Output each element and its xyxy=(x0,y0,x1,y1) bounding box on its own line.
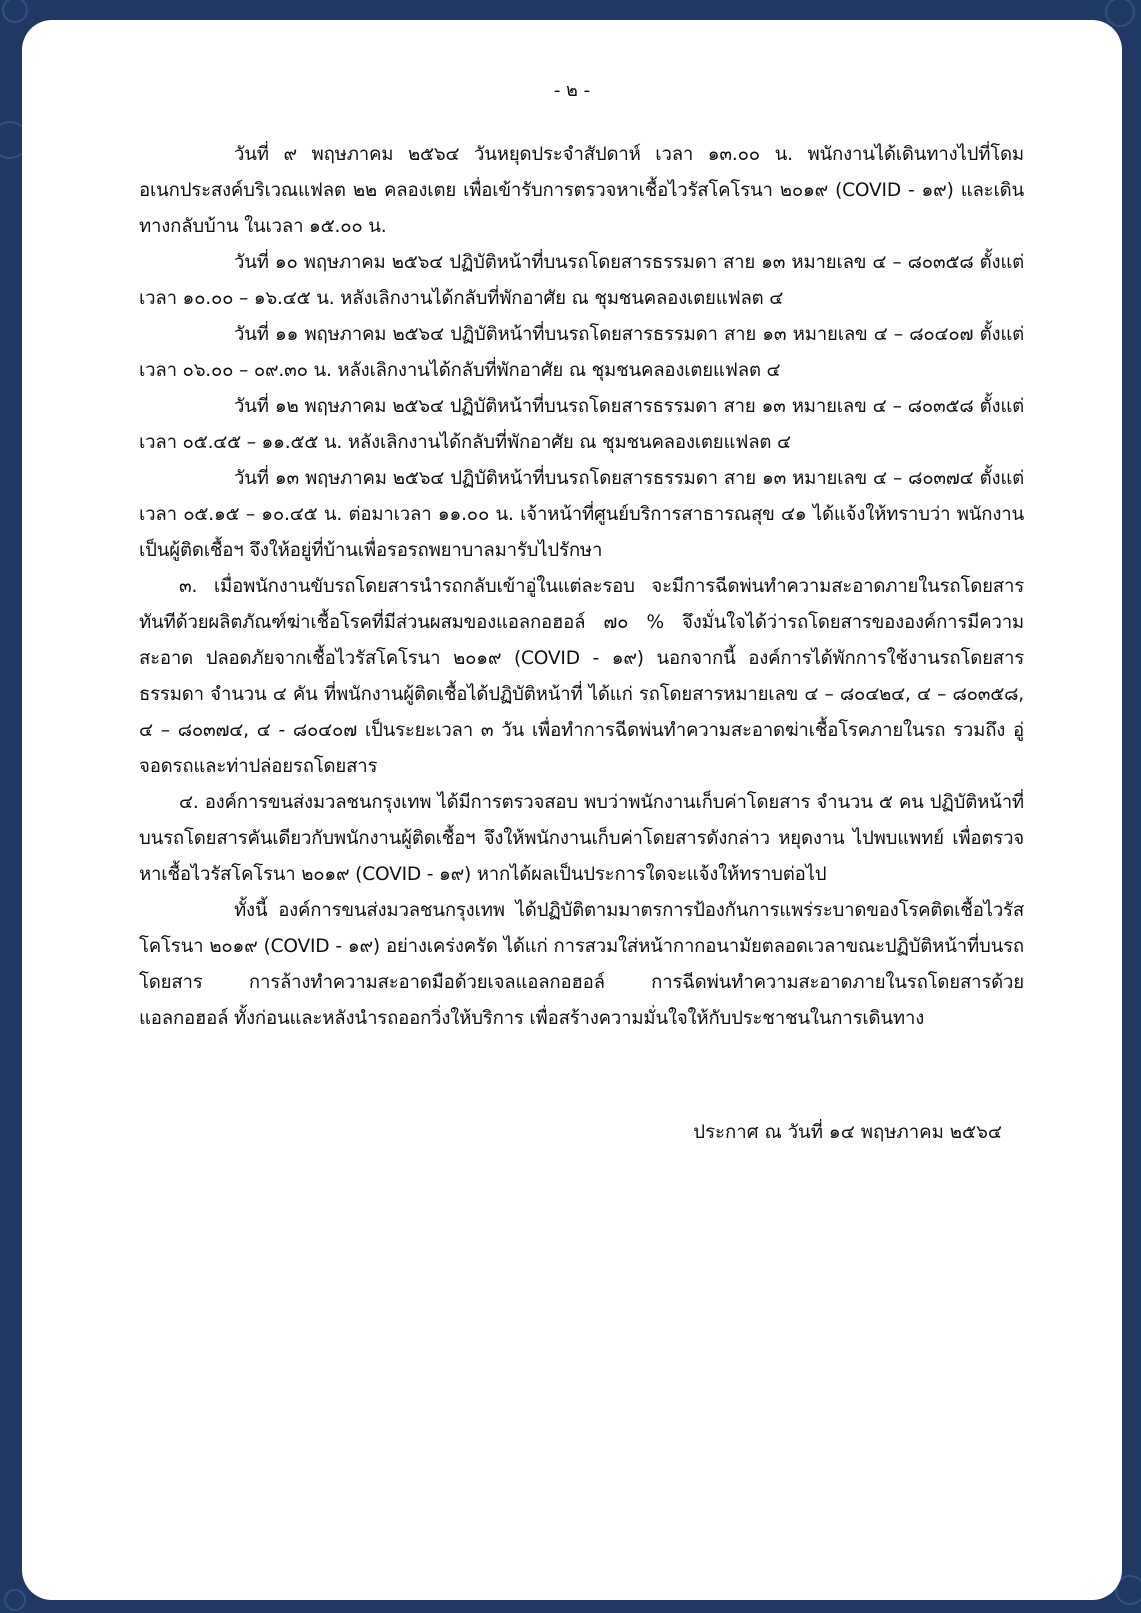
paragraph-item-3: ๓. เมื่อพนักงานขับรถโดยสารนำรถกลับเข้าอู่ในแต่ละรอบ จะมีการฉีดพ่นทำความสะอาดภายในรถโดยสารทันทีด้วยผลิตภัณฑ์ฆ่าเชื้อโรคที่มีส่วนผสมของแอลกอฮอล์ ๗๐ % จึงมั่นใจได้ว่ารถโดยสารขององค์การมีความสะอาด ปลอดภัยจากเชื้อไวรัสโคโรนา ๒๐๑๙ (COVID - ๑๙) นอกจากนี้ องค์การได้พักการใช้งานรถโดยสารธรรมดา จำนวน ๔ คัน ที่พนักงานผู้ติดเชื้อได้ปฏิบัติหน้าที่ ได้แก่ รถโดยสารหมายเลข ๔ – ๘๐๔๒๔, ๔ – ๘๐๓๕๘, ๔ – ๘๐๓๗๔, ๔ - ๘๐๔๐๗ เป็นระยะเวลา ๓ วัน เพื่อทำการฉีดพ่นทำความสะอาดฆ่าเชื้อโรคภายในรถ รวมถึง อู่จอดรถและท่าปล่อยรถโดยสาร xyxy=(139,576,1024,777)
paragraph-may-10: วันที่ ๑๐ พฤษภาคม ๒๕๖๔ ปฏิบัติหน้าที่บนรถโดยสารธรรมดา สาย ๑๓ หมายเลข ๔ – ๘๐๓๕๘ ตั้งแต่เวลา ๑๐.๐๐ – ๑๖.๔๕ น. หลังเลิกงานได้กลับที่พักอาศัย ณ ชุมชนคลองเตยแฟลต ๔ xyxy=(139,252,1024,309)
document-page xyxy=(22,20,1122,1600)
announcement-date: ประกาศ ณ วันที่ ๑๔ พฤษภาคม ๒๕๖๔ xyxy=(693,1122,1002,1143)
paragraph-may-9: วันที่ ๙ พฤษภาคม ๒๕๖๔ วันหยุดประจำสัปดาห์ เวลา ๑๓.๐๐ น. พนักงานได้เดินทางไปที่โดมอเนกประสงค์บริเวณแฟลต ๒๒ คลองเตย เพื่อเข้ารับการตรวจหาเชื้อไวรัสโคโรนา ๒๐๑๙ (COVID - ๑๙) และเดินทางกลับบ้าน ในเวลา ๑๕.๐๐ น. xyxy=(139,144,1024,237)
paragraph-item-4: ๔. องค์การขนส่งมวลชนกรุงเทพ ได้มีการตรวจสอบ พบว่าพนักงานเก็บค่าโดยสาร จำนวน ๕ คน ปฏิบัติหน้าที่บนรถโดยสารคันเดียวกับพนักงานผู้ติดเชื้อฯ จึงให้พนักงานเก็บค่าโดยสารดังกล่าว หยุดงาน ไปพบแพทย์ เพื่อตรวจหาเชื้อไวรัสโคโรนา ๒๐๑๙ (COVID - ๑๙) หากได้ผลเป็นประการใดจะแจ้งให้ทราบต่อไป xyxy=(139,792,1024,885)
paragraph-measures: ทั้งนี้ องค์การขนส่งมวลชนกรุงเทพ ได้ปฏิบัติตามมาตรการป้องกันการแพร่ระบาดของโรคติดเชื้อไวรัสโคโรนา ๒๐๑๙ (COVID - ๑๙) อย่างเคร่งครัด ได้แก่ การสวมใส่หน้ากากอนามัยตลอดเวลาขณะปฏิบัติหน้าที่บนรถโดยสาร การล้างทำความสะอาดมือด้วยเจลแอลกอฮอล์ การฉีดพ่นทำความสะอาดภายในรถโดยสารด้วยแอลกอฮอล์ ทั้งก่อนและหลังนำรถออกวิ่งให้บริการ เพื่อสร้างความมั่นใจให้กับประชาชนในการเดินทาง xyxy=(139,900,1024,1029)
page-number: - ๒ - xyxy=(553,80,591,101)
paragraph-may-12: วันที่ ๑๒ พฤษภาคม ๒๕๖๔ ปฏิบัติหน้าที่บนรถโดยสารธรรมดา สาย ๑๓ หมายเลข ๔ – ๘๐๓๕๘ ตั้งแต่เวลา ๐๕.๔๕ – ๑๑.๕๕ น. หลังเลิกงานได้กลับที่พักอาศัย ณ ชุมชนคลองเตยแฟลต ๔ xyxy=(139,396,1024,453)
paragraph-may-13: วันที่ ๑๓ พฤษภาคม ๒๕๖๔ ปฏิบัติหน้าที่บนรถโดยสารธรรมดา สาย ๑๓ หมายเลข ๔ – ๘๐๓๗๔ ตั้งแต่เวลา ๐๕.๑๕ – ๑๐.๔๕ น. ต่อมาเวลา ๑๑.๐๐ น. เจ้าหน้าที่ศูนย์บริการสาธารณสุข ๔๑ ได้แจ้งให้ทราบว่า พนักงานเป็นผู้ติดเชื้อฯ จึงให้อยู่ที่บ้านเพื่อรอรถพยาบาลมารับไปรักษา xyxy=(139,468,1024,561)
paragraph-may-11: วันที่ ๑๑ พฤษภาคม ๒๕๖๔ ปฏิบัติหน้าที่บนรถโดยสารธรรมดา สาย ๑๓ หมายเลข ๔ – ๘๐๔๐๗ ตั้งแต่เวลา ๐๖.๐๐ – ๐๙.๓๐ น. หลังเลิกงานได้กลับที่พักอาศัย ณ ชุมชนคลองเตยแฟลต ๔ xyxy=(139,324,1024,381)
document-body xyxy=(139,137,1024,1037)
